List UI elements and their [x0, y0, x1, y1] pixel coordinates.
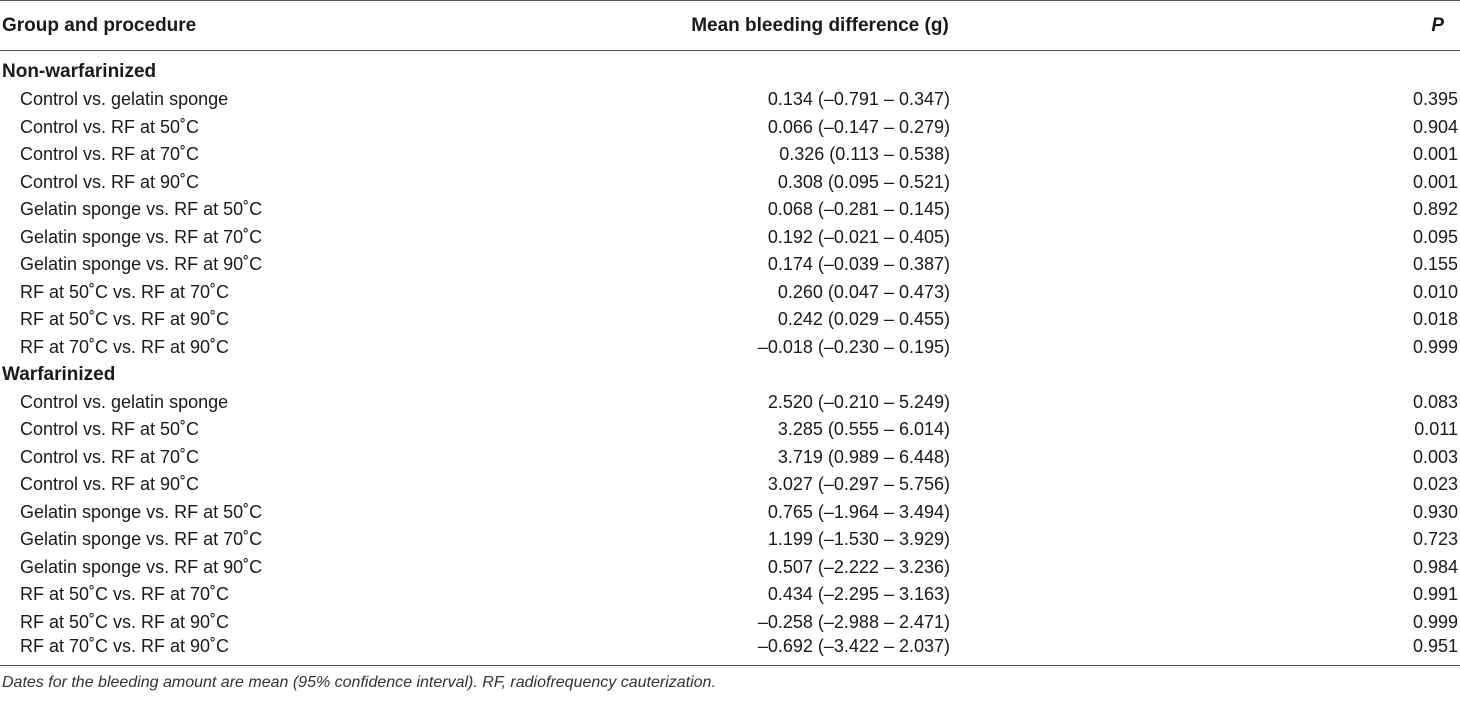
table-row [0, 609, 1460, 637]
procedure-cell: Control vs. gelatin sponge [20, 89, 229, 110]
p-value-cell: 0.011 [1414, 419, 1458, 440]
header-group-procedure: Group and procedure [2, 14, 197, 36]
procedure-cell: Gelatin sponge vs. RF at 70˚C [20, 226, 263, 247]
group-heading-row [0, 361, 1460, 389]
p-value-cell: 0.155 [1412, 254, 1458, 275]
procedure-cell: RF at 50˚C vs. RF at 70˚C [20, 281, 230, 302]
table-row [0, 389, 1460, 417]
procedure-cell: Gelatin sponge vs. RF at 70˚C [20, 529, 263, 550]
p-value-cell: 0.951 [1412, 636, 1458, 656]
p-value-cell: 0.892 [1412, 199, 1458, 220]
procedure-cell: Gelatin sponge vs. RF at 50˚C [20, 501, 263, 522]
table-row [0, 444, 1460, 472]
procedure-cell: RF at 50˚C vs. RF at 90˚C [20, 611, 230, 632]
table-row [0, 169, 1460, 197]
mean-difference-cell: 0.192 (–0.021 – 0.405) [767, 226, 950, 247]
mean-difference-cell: 0.174 (–0.039 – 0.387) [767, 254, 950, 275]
procedure-cell: Gelatin sponge vs. RF at 90˚C [20, 556, 263, 577]
group-heading: Non-warfarinized [2, 60, 157, 82]
table-row [0, 86, 1460, 114]
table-row [0, 196, 1460, 224]
mean-difference-cell: 0.765 (–1.964 – 3.494) [767, 501, 950, 522]
procedure-cell: RF at 70˚C vs. RF at 90˚C [20, 636, 230, 656]
p-value-cell: 0.095 [1412, 226, 1458, 247]
table-row [0, 224, 1460, 252]
mean-difference-cell: 0.507 (–2.222 – 3.236) [767, 556, 950, 577]
mean-difference-cell: –0.692 (–3.422 – 2.037) [757, 636, 950, 656]
mean-difference-cell: 0.066 (–0.147 – 0.279) [767, 116, 950, 137]
mean-difference-cell: 0.260 (0.047 – 0.473) [777, 281, 950, 302]
p-value-cell: 0.999 [1412, 336, 1458, 357]
table-row [0, 554, 1460, 582]
table-row [0, 334, 1460, 362]
mean-difference-cell: 2.520 (–0.210 – 5.249) [767, 391, 950, 412]
table-row [0, 141, 1460, 169]
p-value-cell: 0.991 [1412, 584, 1458, 605]
mean-difference-cell: 3.285 (0.555 – 6.014) [777, 419, 950, 440]
p-value-cell: 0.018 [1412, 309, 1458, 330]
procedure-cell: RF at 70˚C vs. RF at 90˚C [20, 336, 230, 357]
p-value-cell: 0.999 [1412, 611, 1458, 632]
p-value-cell: 0.023 [1412, 474, 1458, 495]
mean-difference-cell: 3.027 (–0.297 – 5.756) [767, 474, 950, 495]
p-value-cell: 0.904 [1412, 116, 1458, 137]
table-row [0, 499, 1460, 527]
table-row [0, 471, 1460, 499]
procedure-cell: RF at 50˚C vs. RF at 70˚C [20, 584, 230, 605]
procedure-cell: Gelatin sponge vs. RF at 90˚C [20, 254, 263, 275]
p-value-cell: 0.930 [1412, 501, 1458, 522]
procedure-cell: Control vs. gelatin sponge [20, 391, 229, 412]
header-mean-difference [560, 1, 950, 51]
procedure-cell: Control vs. RF at 50˚C [20, 419, 200, 440]
table-footnote: Dates for the bleeding amount are mean (95% confidence interval). RF, radiofrequency cauterization. [2, 674, 716, 691]
group-heading-row [0, 51, 1460, 87]
table-row [0, 416, 1460, 444]
procedure-cell: Control vs. RF at 90˚C [20, 474, 200, 495]
header-mean-difference-label: Mean bleeding difference (g) [691, 14, 949, 36]
mean-difference-cell: 0.326 (0.113 – 0.538) [779, 144, 950, 165]
table-row [0, 114, 1460, 142]
mean-difference-cell: 1.199 (–1.530 – 3.929) [767, 529, 950, 550]
p-value-cell: 0.003 [1412, 446, 1458, 467]
mean-difference-cell: 3.719 (0.989 – 6.448) [777, 446, 950, 467]
p-value-cell: 0.984 [1412, 556, 1458, 577]
table-row [0, 279, 1460, 307]
p-value-cell: 0.083 [1412, 391, 1458, 412]
procedure-cell: Control vs. RF at 70˚C [20, 144, 200, 165]
procedure-cell: Control vs. RF at 90˚C [20, 171, 200, 192]
p-value-cell: 0.001 [1412, 144, 1458, 165]
table-row [0, 306, 1460, 334]
p-value-cell: 0.723 [1412, 529, 1458, 550]
table-row [0, 251, 1460, 279]
p-value-cell: 0.001 [1412, 171, 1458, 192]
mean-difference-cell: 0.308 (0.095 – 0.521) [777, 171, 950, 192]
mean-difference-cell: 0.068 (–0.281 – 0.145) [767, 199, 950, 220]
mean-difference-cell: 0.134 (–0.791 – 0.347) [767, 89, 950, 110]
mean-difference-cell: 0.242 (0.029 – 0.455) [777, 309, 950, 330]
header-p-value: P [1431, 14, 1444, 36]
table-row [0, 526, 1460, 554]
procedure-cell: Control vs. RF at 70˚C [20, 446, 200, 467]
mean-difference-cell: 0.434 (–2.295 – 3.163) [767, 584, 950, 605]
procedure-cell: Gelatin sponge vs. RF at 50˚C [20, 199, 263, 220]
p-value-cell: 0.395 [1412, 89, 1458, 110]
mean-difference-cell: –0.258 (–2.988 – 2.471) [757, 611, 950, 632]
procedure-cell: Control vs. RF at 50˚C [20, 116, 200, 137]
table-row [0, 581, 1460, 609]
table-body [0, 51, 1460, 666]
table-row [0, 636, 1460, 666]
mean-difference-cell: –0.018 (–0.230 – 0.195) [757, 336, 950, 357]
group-heading: Warfarinized [2, 363, 116, 385]
table-header-row [0, 1, 1460, 51]
p-value-cell: 0.010 [1412, 281, 1458, 302]
procedure-cell: RF at 50˚C vs. RF at 90˚C [20, 309, 230, 330]
